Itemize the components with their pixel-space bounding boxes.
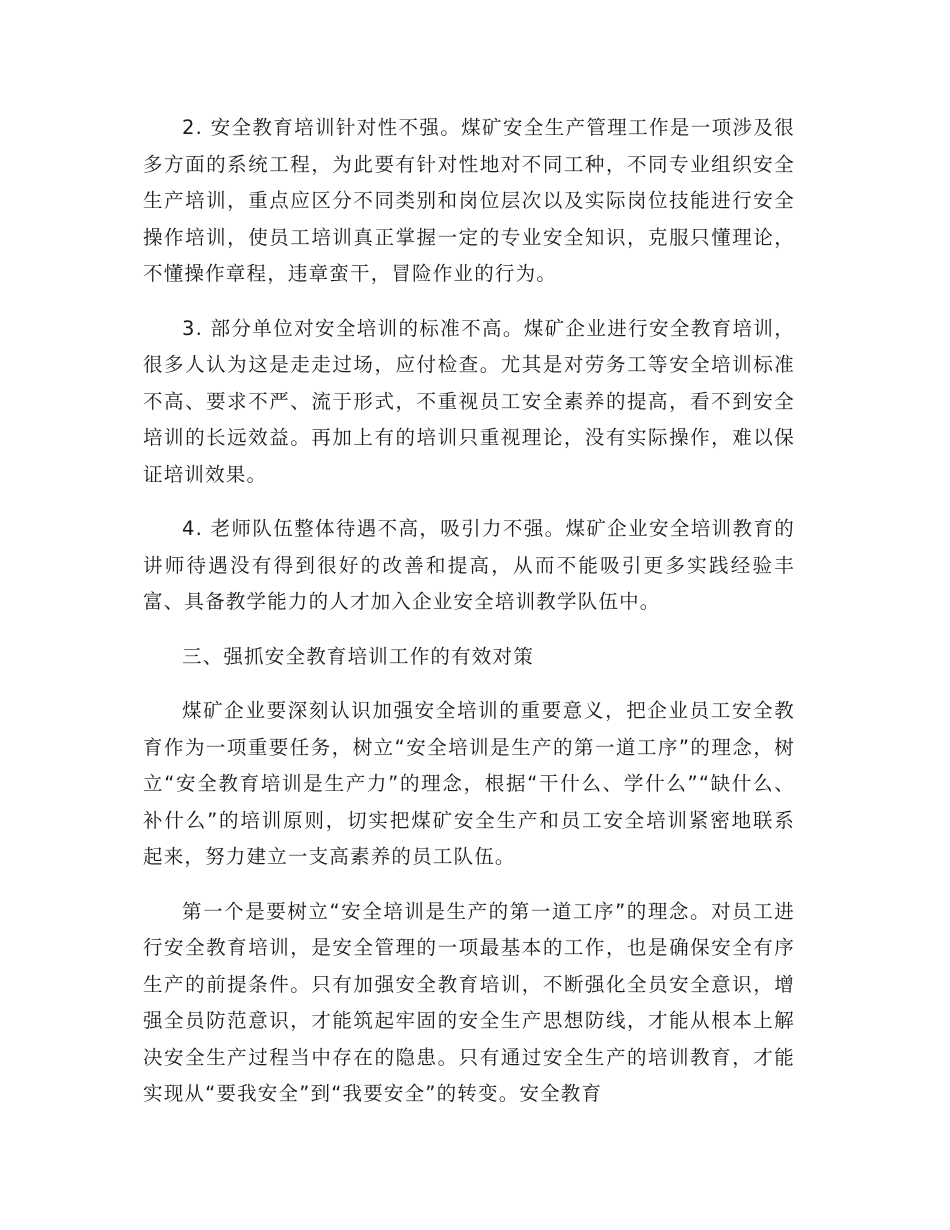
paragraph-intro: 煤矿企业要深刻认识加强安全培训的重要意义，把企业员工安全教育作为一项重要任务，树立“安全培训是生产的第一道工序”的理念，树立“安全教育培训是生产力”的理念，根据“干什么、学什么”“缺什么、补什么”的培训原则，切实把煤矿安全生产和员工安全培训紧密地联系起来，努力建立一支高素养的员工队伍。 (143, 699, 795, 868)
paragraph-item-2: 2. 安全教育培训针对性不强。煤矿安全生产管理工作是一项涉及很多方面的系统工程，为此要有针对性地对不同工种，不同专业组织安全生产培训，重点应区分不同类别和岗位层次以及实际岗位技能进行安全操作培训，使员工培训真正掌握一定的专业安全知识，克服只懂理论，不懂操作章程，违章蛮干，冒险作业的行为。 (143, 116, 795, 285)
paragraph-item-3: 3. 部分单位对安全培训的标准不高。煤矿企业进行安全教育培训，很多人认为这是走走过场，应付检查。尤其是对劳务工等安全培训标准不高、要求不严、流于形式，不重视员工安全素养的提高，看不到安全培训的长远效益。再加上有的培训只重视理论，没有实际操作，难以保证培训效果。 (143, 316, 795, 486)
section-heading: 三、强抓安全教育培训工作的有效对策 (182, 644, 534, 668)
paragraph-item-4: 4. 老师队伍整体待遇不高，吸引力不强。煤矿企业安全培训教育的讲师待遇没有得到很好的改善和提高，从而不能吸引更多实践经验丰富、具备教学能力的人才加入企业安全培训教学队伍中。 (143, 517, 795, 613)
paragraph-first-point: 第一个是要树立“安全培训是生产的第一道工序”的理念。对员工进行安全教育培训，是安全管理的一项最基本的工作，也是确保安全有序生产的前提条件。只有加强安全教育培训，不断强化全员安全意识，增强全员防范意识，才能筑起牢固的安全生产思想防线，才能从根本上解决安全生产过程当中存在的隐患。只有通过安全生产的培训教育，才能实现从“要我安全”到“我要安全”的转变。安全教育 (143, 899, 795, 1105)
document-body (143, 110, 795, 1131)
